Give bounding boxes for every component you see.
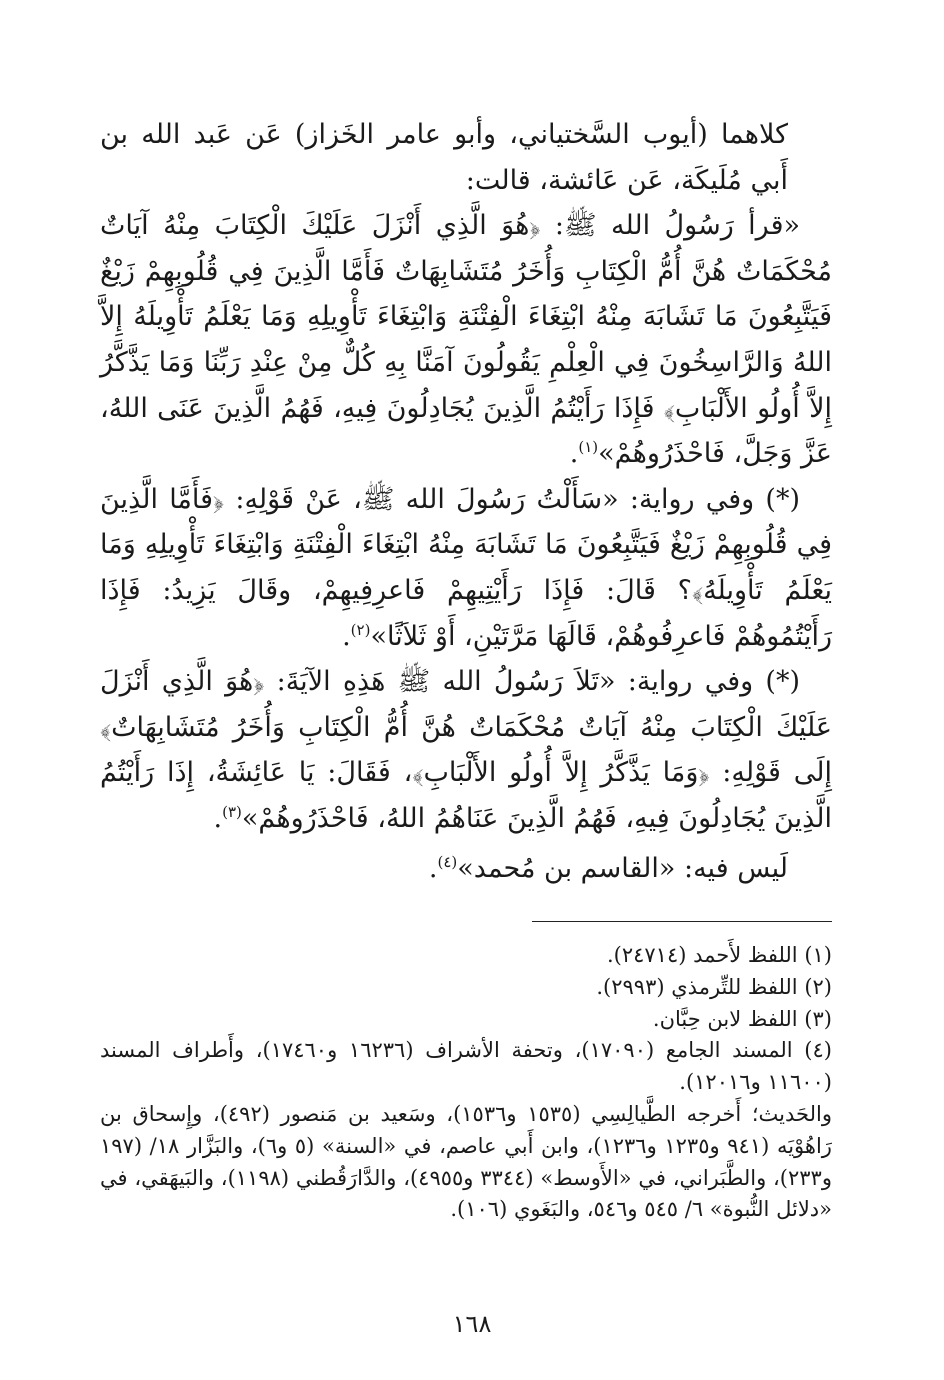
footnote-ref-2[interactable]: (٢) (350, 620, 371, 639)
paragraph-note: لَيس فيه: «القاسم بن مُحمد»$^{(٤)}$. (428, 852, 788, 884)
page-body (100, 112, 832, 1226)
paragraph-narration-2: (*) وفي رواية: «سَأَلْتُ رَسُولَ الله ﷺ، عَنْ قَوْلِهِ: ﴿فَأَمَّا الَّذِينَ فِي قُلُوبِهِمْ زَيْغٌ فَيَتَّبِعُونَ مَا تَشَابَهَ مِنْهُ ابْتِغَاءَ الْفِتْنَةِ وَابْتِغَاءَ تَأْوِيلِهِ وَمَا يَعْلَمُ تَأْوِيلَهُ﴾؟ قَالَ: فَإِذَا رَأَيْتِيهِمْ فَاعرِفِيهِمْ، وقَالَ يَزِيدُ: فَإِذَا رَأَيْتُمُوهُمْ فَاعرِفُوهُمْ، قَالَهَا مَرَّتَيْنِ، أَوْ ثَلاَثًا»$^{(٢)}$. (100, 483, 832, 652)
footnote-1: (١) اللفظ لأَحمد (٢٤٧١٤). (606, 943, 832, 968)
footnote-ref-1[interactable]: (١) (578, 438, 599, 457)
footnote-4: (٤) المسند الجامع (١٧٠٩٠)، وتحفة الأشراف (١٦٢٣٦ و١٧٤٦٠)، وأَطراف المسند (١١٦٠٠ و١٢٠١٦). (100, 1038, 832, 1095)
page-number: ١٦٨ (452, 1310, 492, 1338)
paragraph-narration-3: (*) وفي رواية: «تَلاَ رَسُولُ الله ﷺ هَذِهِ الآيَةَ: ﴿هُوَ الَّذِي أَنْزَلَ عَلَيْكَ الْكِتَابَ مِنْهُ آيَاتٌ مُحْكَمَاتٌ هُنَّ أُمُّ الْكِتَابِ وَأُخَرُ مُتَشَابِهَاتٌ﴾ إِلَى قَوْلِهِ: ﴿وَمَا يَذَّكَّرُ إِلاَّ أُولُو الأَلْبَابِ﴾، فَقَالَ: يَا عَائِشَةُ، إِذَا رَأَيْتُمُ الَّذِينَ يُجَادِلُونَ فِيهِ، فَهُمُ الَّذِينَ عَنَاهُمُ اللهُ، فَاحْذَرُوهُمْ»$^{(٣)}$. (100, 666, 832, 834)
hadith-main-text: «قرأ رَسُولُ الله ﷺ: ﴿هُوَ الَّذِي أَنْزَلَ عَلَيْكَ الْكِتَابَ مِنْهُ آيَاتٌ مُحْكَمَاتٌ هُنَّ أُمُّ الْكِتَابِ وَأُخَرُ مُتَشَابِهَاتٌ فَأَمَّا الَّذِينَ فِي قُلُوبِهِمْ زَيْغٌ فَيَتَّبِعُونَ مَا تَشَابَهَ مِنْهُ ابْتِغَاءَ الْفِتْنَةِ وَابْتِغَاءَ تَأْوِيلِهِ وَمَا يَعْلَمُ تَأْوِيلَهُ إِلاَّ اللهُ وَالرَّاسِخُونَ فِي الْعِلْمِ يَقُولُونَ آمَنَّا بِهِ كُلٌّ مِنْ عِنْدِ رَبِّنَا وَمَا يَذَّكَّرُ إِلاَّ أُولُو الأَلْبَابِ﴾ فَإِذَا رَأَيْتُمُ الَّذِينَ يُجَادِلُونَ فِيهِ، فَهُمُ الَّذِينَ عَنَى اللهُ، عَزَّ وَجَلَّ، فَاحْذَرُوهُمْ» (100, 210, 832, 470)
paragraph-chain (100, 112, 832, 203)
footnote-2: (٢) اللفظ للتِّرمذي (٢٩٩٣). (596, 974, 832, 999)
note-text: لَيس فيه: «القاسم بن مُحمد» (457, 852, 788, 884)
footnote-divider (532, 921, 832, 922)
paragraph-chain-text: كلاهما (أيوب السَّختياني، وأبو عامر الخَزاز) عَن عَبد الله بن أَبي مُلَيكَة، عَن عَائشة، قالت: (100, 119, 788, 196)
main-text (100, 112, 832, 891)
footnote-3: (٣) اللفظ لابن حِبَّان. (652, 1006, 832, 1031)
paragraph-hadith-main: «قرأ رَسُولُ الله ﷺ: ﴿هُوَ الَّذِي أَنْزَلَ عَلَيْكَ الْكِتَابَ مِنْهُ آيَاتٌ مُحْكَمَاتٌ هُنَّ أُمُّ الْكِتَابِ وَأُخَرُ مُتَشَابِهَاتٌ فَأَمَّا الَّذِينَ فِي قُلُوبِهِمْ زَيْغٌ فَيَتَّبِعُونَ مَا تَشَابَهَ مِنْهُ ابْتِغَاءَ الْفِتْنَةِ وَابْتِغَاءَ تَأْوِيلِهِ وَمَا يَعْلَمُ تَأْوِيلَهُ إِلاَّ اللهُ وَالرَّاسِخُونَ فِي الْعِلْمِ يَقُولُونَ آمَنَّا بِهِ كُلٌّ مِنْ عِنْدِ رَبِّنَا وَمَا يَذَّكَّرُ إِلاَّ أُولُو الأَلْبَابِ﴾ فَإِذَا رَأَيْتُمُ الَّذِينَ يُجَادِلُونَ فِيهِ، فَهُمُ الَّذِينَ عَنَى اللهُ، عَزَّ وَجَلَّ، فَاحْذَرُوهُمْ»$^{(١)}$. (100, 210, 832, 470)
footnote-ref-4[interactable]: (٤) (437, 852, 458, 871)
footnote-ref-3[interactable]: (٣) (222, 802, 242, 821)
footnotes (100, 940, 832, 1226)
footnote-4-continuation: والحَديث؛ أَخرجه الطَّيالِسِي (١٥٣٥ و١٥٣٦)، وسَعيد بن مَنصور (٤٩٢)، وإِسحاق بن رَاهُوْيَه (٩٤١ و١٢٣٥ و١٢٣٦)، وابن أَبي عاصم، في «السنة» (٥ و٦)، والبَزَّار ١٨/ (١٩٧ و٢٣٣)، والطَّبَراني، في «الأَوسط» (٣٣٤٤ و٤٩٥٥)، والدَّارَقُطني (١١٩٨)، والبَيهَقي، في «دلائل النُّبوة» ٦/ ٥٤٥ و٥٤٦، والبَغَوي (١٠٦). (100, 1102, 832, 1222)
narration-2-text: (*) وفي رواية: «سَأَلْتُ رَسُولَ الله ﷺ، عَنْ قَوْلِهِ: ﴿فَأَمَّا الَّذِينَ فِي قُلُوبِهِمْ زَيْغٌ فَيَتَّبِعُونَ مَا تَشَابَهَ مِنْهُ ابْتِغَاءَ الْفِتْنَةِ وَابْتِغَاءَ تَأْوِيلِهِ وَمَا يَعْلَمُ تَأْوِيلَهُ﴾؟ قَالَ: فَإِذَا رَأَيْتِيهِمْ فَاعرِفِيهِمْ، وقَالَ يَزِيدُ: فَإِذَا رَأَيْتُمُوهُمْ فَاعرِفُوهُمْ، قَالَهَا مَرَّتَيْنِ، أَوْ ثَلاَثًا» (100, 483, 832, 652)
narration-3-text: (*) وفي رواية: «تَلاَ رَسُولُ الله ﷺ هَذِهِ الآيَةَ: ﴿هُوَ الَّذِي أَنْزَلَ عَلَيْكَ الْكِتَابَ مِنْهُ آيَاتٌ مُحْكَمَاتٌ هُنَّ أُمُّ الْكِتَابِ وَأُخَرُ مُتَشَابِهَاتٌ﴾ إِلَى قَوْلِهِ: ﴿وَمَا يَذَّكَّرُ إِلاَّ أُولُو الأَلْبَابِ﴾، فَقَالَ: يَا عَائِشَةُ، إِذَا رَأَيْتُمُ الَّذِينَ يُجَادِلُونَ فِيهِ، فَهُمُ الَّذِينَ عَنَاهُمُ اللهُ، فَاحْذَرُوهُمْ» (100, 666, 832, 834)
